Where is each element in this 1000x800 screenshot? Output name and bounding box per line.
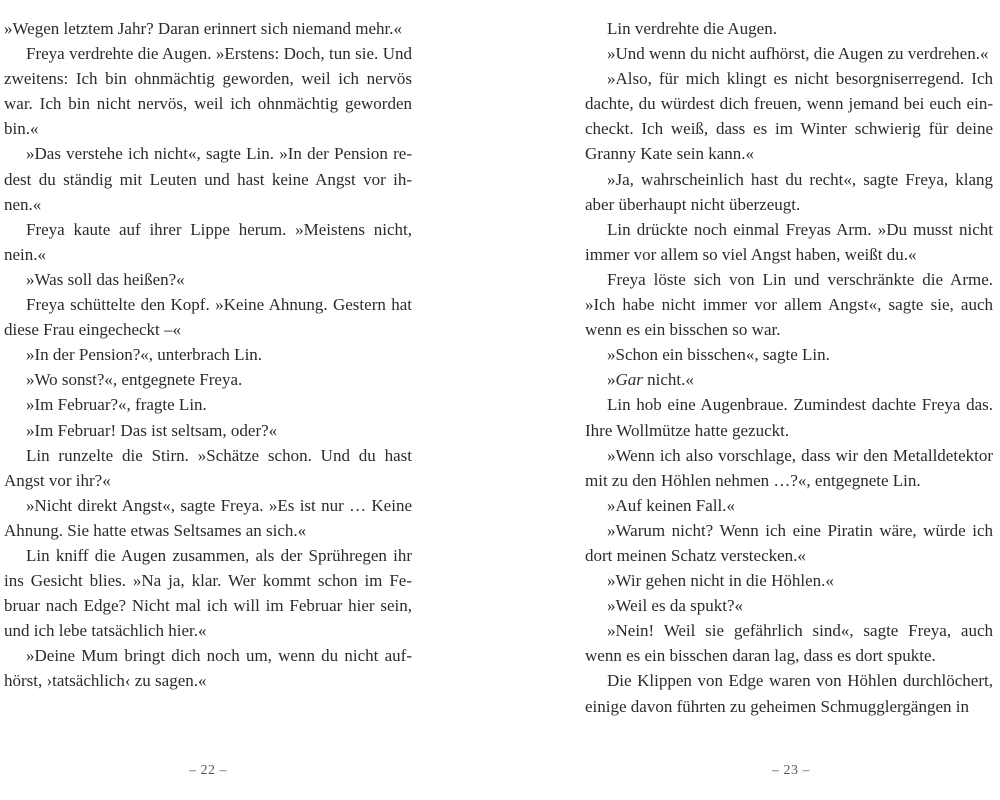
paragraph: Lin verdrehte die Augen.	[607, 19, 777, 38]
paragraph: Freya verdrehte die Augen. »Erstens: Doch, tun sie. Und zweitens: Ich bin ohnmächtig geworden, weil ich nervös war. Ich bin nicht nervös, weil ich ohnmächtig geworden bin.«	[4, 44, 412, 139]
paragraph: »Nein! Weil sie gefährlich sind«, sagte Freya, auch wenn es ein bisschen daran lag, dass es dort spukte.	[585, 621, 993, 666]
paragraph: »Warum nicht? Wenn ich eine Piratin wäre, würde ich dort meinen Schatz verstecken.«	[585, 520, 993, 565]
paragraph: »Also, für mich klingt es nicht besorgniserregend. Ich dachte, du würdest dich freuen, wenn jemand bei euch eincheckt. Ich weiß, dass es im Winter schwierig für deine Granny Kate sein kann.«	[585, 69, 993, 164]
paragraph: Lin kniff die Augen zusammen, als der Sprühregen ihr ins Gesicht blies. »Na ja, klar. Wer kommt schon im Februar nach Edge? Nicht mal ich will im Februar hier sein, und ich lebe tatsächlich hier.«	[4, 545, 412, 641]
left-page	[4, 16, 412, 716]
paragraph: Lin drückte noch einmal Freyas Arm. »Du musst nicht immer vor allem so viel Angst haben, weißt du.«	[585, 219, 993, 264]
page-number-left: – 22 –	[189, 763, 227, 778]
paragraph: »In der Pension?«, unterbrach Lin.	[26, 345, 263, 365]
paragraph: »Und wenn du nicht aufhörst, die Augen zu verdrehen.«	[607, 44, 989, 64]
quote-suffix: nicht.«	[642, 370, 694, 390]
paragraph: Freya löste sich von Lin und verschränkte die Arme. »Ich habe nicht immer vor allem Angst«, sagte sie, auch wenn es ein bisschen so war.	[585, 269, 993, 340]
page-number-right: – 23 –	[772, 763, 810, 778]
paragraph: »Ja, wahrscheinlich hast du recht«, sagte Freya, klang aber überhaupt nicht überzeugt.	[585, 169, 993, 214]
paragraph: Freya kaute auf ihrer Lippe herum. »Meistens nicht, nein.«	[4, 219, 412, 264]
paragraph: »Schon ein bisschen«, sagte Lin.	[607, 345, 830, 365]
paragraph: Lin hob eine Augenbraue. Zumindest dachte Freya das. Ihre Wollmütze hatte gezuckt.	[585, 395, 993, 440]
paragraph: »Im Februar?«, fragte Lin.	[26, 395, 207, 415]
paragraph: »Wenn ich also vorschlage, dass wir den Metalldetektor mit zu den Höhlen nehmen …?«, entgegnete Lin.	[585, 445, 993, 490]
right-page	[585, 16, 993, 716]
paragraph-with-emphasis	[585, 367, 993, 392]
quote-prefix: »	[607, 370, 616, 390]
paragraph: »Auf keinen Fall.«	[607, 495, 735, 515]
paragraph: »Wir gehen nicht in die Höhlen.«	[607, 571, 834, 591]
emphasized-word: Gar	[615, 370, 643, 390]
paragraph: »Wo sonst?«, entgegnete Freya.	[26, 370, 243, 390]
paragraph: »Was soll das heißen?«	[26, 269, 185, 289]
paragraph: »Weil es da spukt?«	[607, 596, 744, 616]
paragraph: »Nicht direkt Angst«, sagte Freya. »Es ist nur … Keine Ahnung. Sie hatte etwas Seltsames an sich.«	[4, 495, 412, 540]
paragraph: »Wegen letztem Jahr? Daran erinnert sich niemand mehr.«	[4, 19, 402, 38]
paragraph: Freya schüttelte den Kopf. »Keine Ahnung. Gestern hat diese Frau eingecheckt –«	[4, 295, 412, 340]
paragraph: »Das verstehe ich nicht«, sagte Lin. »In der Pension redest du ständig mit Leuten und hast keine Angst vor ihnen.«	[4, 144, 412, 214]
paragraph: »Deine Mum bringt dich noch um, wenn du nicht aufhörst, ›tatsächlich‹ zu sagen.«	[4, 646, 412, 691]
paragraph: Die Klippen von Edge waren von Höhlen durchlöchert, einige davon führten zu geheimen Schmugglergängen in	[585, 671, 993, 716]
paragraph: »Im Februar! Das ist seltsam, oder?«	[26, 420, 278, 440]
paragraph: Lin runzelte die Stirn. »Schätze schon. Und du hast Angst vor ihr?«	[4, 445, 412, 490]
